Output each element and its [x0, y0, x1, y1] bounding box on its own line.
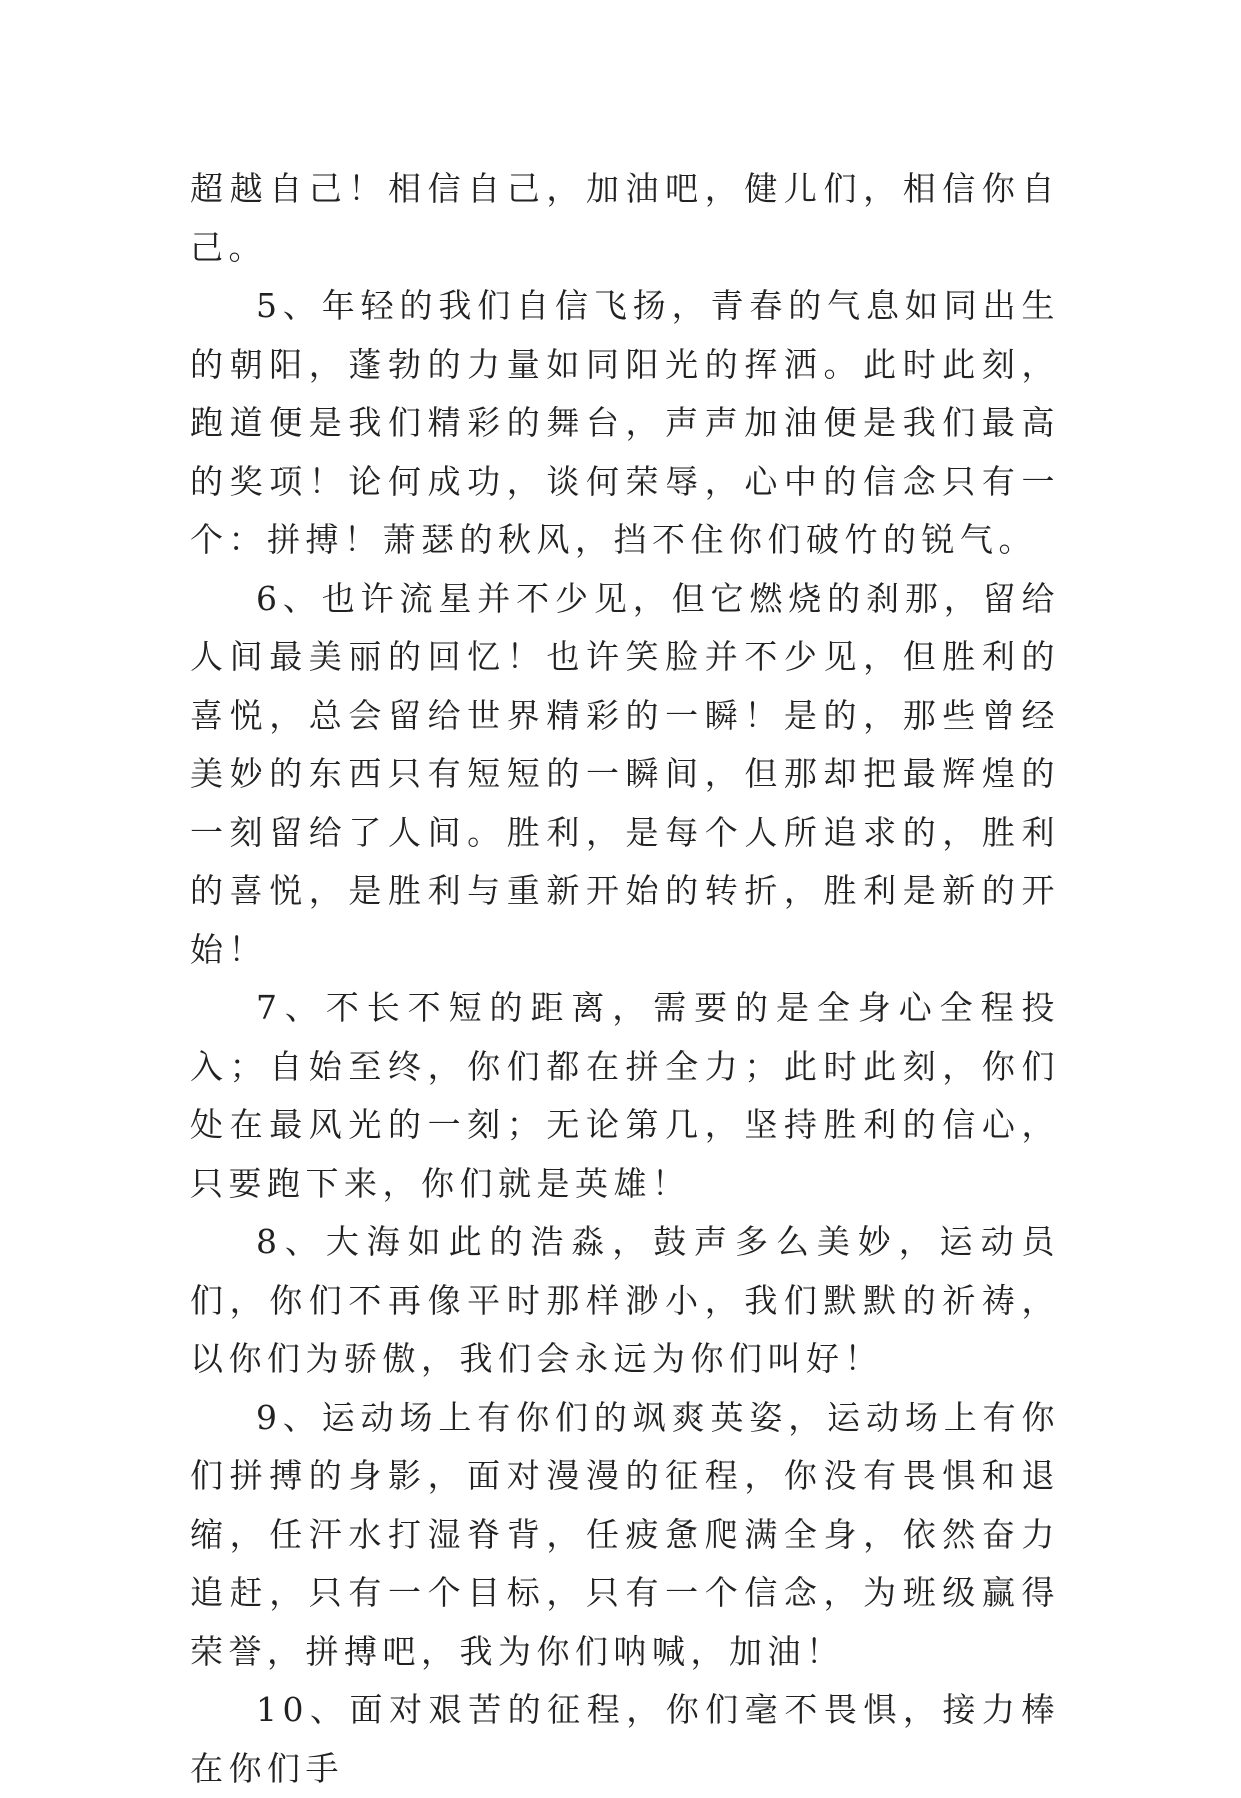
- paragraph-continuation: 超越自己！相信自己，加油吧，健儿们，相信你自己。: [190, 169, 1060, 267]
- paragraph-item-5: 5、年轻的我们自信飞扬，青春的气息如同出生的朝阳，蓬勃的力量如同阳光的挥洒。此时此刻，跑道便是我们精彩的舞台，声声加油便是我们最高的奖项！论何成功，谈何荣辱，心中的信念只有一个：拼搏！萧瑟的秋风，挡不住你们破竹的锐气。: [190, 286, 1060, 559]
- document-body: [190, 160, 1060, 1798]
- paragraph-item-9: 9、运动场上有你们的飒爽英姿，运动场上有你们拼搏的身影，面对漫漫的征程，你没有畏惧和退缩，任汗水打湿脊背，任疲惫爬满全身，依然奋力追赶，只有一个目标，只有一个信念，为班级赢得荣誉，拼搏吧，我为你们呐喊，加油！: [190, 1397, 1060, 1671]
- paragraph-item-6: 6、也许流星并不少见，但它燃烧的刹那，留给人间最美丽的回忆！也许笑脸并不少见，但胜利的喜悦，总会留给世界精彩的一瞬！是的，那些曾经美妙的东西只有短短的一瞬间，但那却把最辉煌的一刻留给了人间。胜利，是每个人所追求的，胜利的喜悦，是胜利与重新开始的转折，胜利是新的开始！: [190, 578, 1060, 969]
- paragraph-item-7: 7、不长不短的距离，需要的是全身心全程投入；自始至终，你们都在拼全力；此时此刻，你们处在最风光的一刻；无论第几，坚持胜利的信心，只要跑下来，你们就是英雄！: [190, 988, 1060, 1203]
- paragraph-item-10: 10、面对艰苦的征程，你们毫不畏惧，接力棒在你们手: [190, 1690, 1060, 1788]
- paragraph-item-8: 8、大海如此的浩淼，鼓声多么美妙，运动员们，你们不再像平时那样渺小，我们默默的祈祷，以你们为骄傲，我们会永远为你们叫好！: [190, 1222, 1060, 1378]
